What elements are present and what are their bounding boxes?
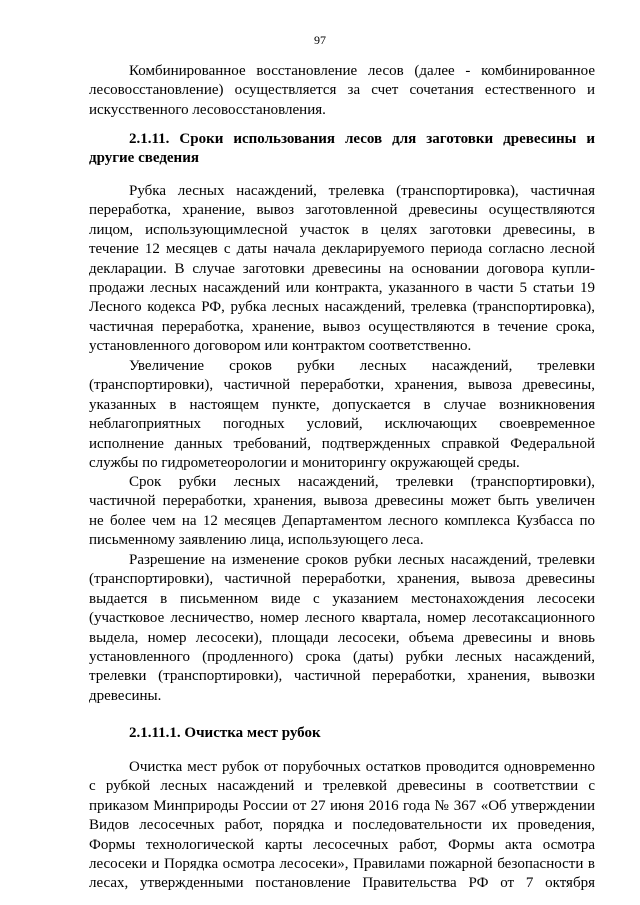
text-line: выдела, номер лесосеки), площади лесосеки, объема древесины и вновь xyxy=(89,629,595,646)
text-line: Рубка лесных насаждений, трелевка (транспортировка), частичная xyxy=(129,183,595,199)
paragraph-term-extension-12-months xyxy=(89,473,595,551)
text-line: древесины. xyxy=(89,687,162,704)
text-line: указанных в настоящем пункте, допускается в случае возникновения xyxy=(89,396,595,413)
text-line: Срок рубки лесных насаждений, трелевки (транспортировки), xyxy=(129,474,595,490)
paragraph-cutting-area-cleanup xyxy=(89,758,595,894)
text-line: продажи лесных насаждений или контракта, указанного в части 5 статьи 19 xyxy=(89,280,595,297)
text-line: исполнение данных требований, подтвержденных справкой Федеральной xyxy=(89,435,595,452)
paragraph-term-extension-weather xyxy=(89,357,595,473)
text-line: (транспортировки), частичной переработки, хранения, вывоза древесины xyxy=(89,571,595,588)
text-line: лесах, утвержденными постановление Правительства РФ от 7 октября xyxy=(89,875,595,892)
text-line: приказом Минприроды России от 27 июня 2016 года № 367 «Об утверждении xyxy=(89,797,595,814)
text-line: Комбинированное восстановление лесов (далее - комбинированное xyxy=(129,63,595,79)
text-line: частичной переработки, хранения, вывоза древесины может быть увеличен xyxy=(89,493,595,510)
text-line: не более чем на 12 месяцев Департаментом лесного комплекса Кузбасса по xyxy=(89,512,595,529)
text-line: службы по гидрометеорологии и мониторингу окружающей среды. xyxy=(89,455,520,472)
text-line: Видов лесосечных работ, порядка и последовательности их проведения, xyxy=(89,817,595,834)
text-line: лесовосстановление) осуществляется за счет сочетания естественного и xyxy=(89,82,595,99)
text-line: (участковое лесничество, номер лесного квартала, номер лесотаксационного xyxy=(89,610,595,627)
text-line: установленного (продленного) срока (даты) рубки лесных насаждений, xyxy=(89,649,595,666)
text-line: лесосеки и Порядка осмотра лесосеки», Правилами пожарной безопасности в xyxy=(89,856,595,873)
heading-line: другие сведения xyxy=(89,150,199,167)
text-line: письменному заявлению лица, использующего леса. xyxy=(89,532,424,549)
text-line: Разрешение на изменение сроков рубки лесных насаждений, трелевки xyxy=(129,552,595,568)
heading-line: 2.1.11.1. Очистка мест рубок xyxy=(129,725,321,741)
paragraph-change-permission xyxy=(89,551,595,706)
text-line: Лесного кодекса РФ, рубка лесных насаждений, трелевка (транспортировка), xyxy=(89,299,595,316)
text-line: трелевки (транспортировки), частичной переработки, хранения, вывозки xyxy=(89,668,595,685)
section-heading-2-1-11 xyxy=(89,130,595,169)
text-line: течение 12 месяцев с даты начала декларируемого периода согласно лесной xyxy=(89,241,595,258)
text-line: (транспортировки), частичной переработки, хранения, вывоза древесины, xyxy=(89,377,595,394)
text-line: установленного договором или контрактом соответственно. xyxy=(89,338,472,355)
text-line: Увеличение сроков рубки лесных насаждений, трелевки xyxy=(129,358,595,374)
text-line: переработка, хранение, вывоз заготовленной древесины осуществляются xyxy=(89,202,595,219)
text-line: лицом, использующимлесной участок в целях заготовки древесины, в xyxy=(89,221,595,238)
text-line: декларации. В случае заготовки древесины на основании договора купли- xyxy=(89,260,595,277)
paragraph-logging-terms xyxy=(89,182,595,357)
text-line: неблагоприятных погодных условий, исключающих своевременное xyxy=(89,416,595,433)
page-number: 97 xyxy=(314,33,326,47)
text-line: с рубкой лесных насаждений и трелевкой древесины в соответствии с xyxy=(89,778,595,795)
paragraph-combined-restoration xyxy=(89,62,595,120)
heading-line: 2.1.11. Сроки использования лесов для заготовки древесины и xyxy=(129,131,595,147)
section-heading-2-1-11-1 xyxy=(89,724,595,743)
text-line: искусственного лесовосстановления. xyxy=(89,101,326,118)
text-line: Формы технологической карты лесосечных работ, Формы акта осмотра xyxy=(89,836,595,853)
text-line: частичная переработка, хранение, вывоз осуществляются в течение срока, xyxy=(89,318,595,335)
text-line: Очистка мест рубок от порубочных остатков проводится одновременно xyxy=(129,759,595,775)
text-line: выдается в письменном виде с указанием местонахождения лесосеки xyxy=(89,590,595,607)
